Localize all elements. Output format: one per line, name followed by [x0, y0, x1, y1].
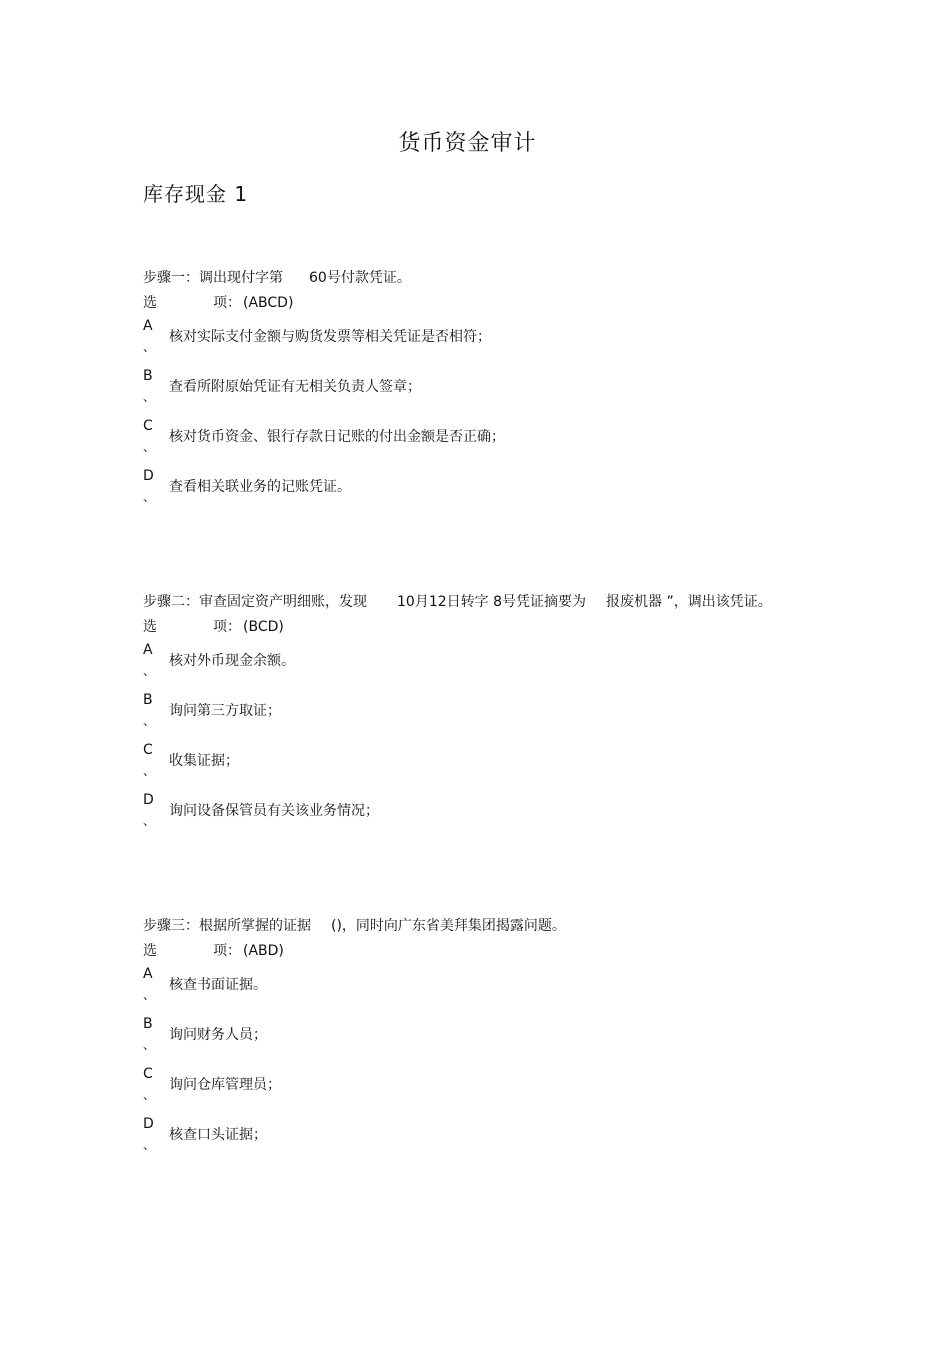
option-letter: C	[143, 1066, 153, 1082]
option-text: 询问设备保管员有关该业务情况；	[169, 803, 379, 819]
option-d	[143, 1112, 833, 1162]
select-label: 选	[143, 943, 157, 959]
option-text: 询问财务人员；	[169, 1027, 267, 1043]
option-a	[143, 314, 833, 364]
option-text: 查看相关联业务的记账凭证。	[169, 479, 351, 495]
select-label: 选	[143, 619, 157, 635]
option-text: 询问仓库管理员；	[169, 1077, 281, 1093]
option-letter: A	[143, 642, 153, 658]
option-text: 核对实际支付金额与购货发票等相关凭证是否相符；	[169, 329, 491, 345]
option-letter: B	[143, 368, 153, 384]
step-1-text	[143, 268, 833, 288]
option-letter: C	[143, 742, 153, 758]
answer-value: (BCD)	[243, 619, 284, 635]
option-b	[143, 688, 843, 738]
step-2	[143, 592, 843, 838]
option-a	[143, 962, 833, 1012]
step-text-part: 60号付款凭证。	[309, 270, 411, 286]
answer-row	[143, 292, 833, 314]
step-text-part: 10月12日转字 8号凭证摘要为	[397, 594, 586, 610]
select-label-2: 项：	[213, 295, 241, 311]
option-text: 核查口头证据；	[169, 1127, 267, 1143]
option-text: 查看所附原始凭证有无相关负责人签章；	[169, 379, 421, 395]
answer-row	[143, 616, 843, 638]
option-mark: 、	[143, 764, 156, 778]
step-text-part: 报废机器 ”，调出该凭证。	[606, 594, 772, 610]
option-mark: 、	[143, 390, 156, 404]
option-letter: A	[143, 318, 153, 334]
option-text: 核对外币现金余额。	[169, 653, 295, 669]
option-mark: 、	[143, 1088, 156, 1102]
option-text: 核对货币资金、银行存款日记账的付出金额是否正确；	[169, 429, 505, 445]
option-mark: 、	[143, 490, 156, 504]
option-d	[143, 464, 833, 514]
option-text: 核查书面证据。	[169, 977, 267, 993]
option-a	[143, 638, 843, 688]
option-d	[143, 788, 843, 838]
answer-value: (ABCD)	[243, 295, 294, 311]
option-letter: D	[143, 468, 154, 484]
option-letter: A	[143, 966, 153, 982]
option-c	[143, 738, 843, 788]
step-text-part: 步骤一：调出现付字第	[143, 270, 283, 286]
option-letter: D	[143, 1116, 154, 1132]
option-text: 收集证据；	[169, 753, 239, 769]
option-c	[143, 414, 833, 464]
section-title: 库存现金 1	[143, 182, 249, 206]
option-mark: 、	[143, 714, 156, 728]
step-text-part: 步骤三：根据所掌握的证据	[143, 918, 311, 934]
step-text-part: ()，同时向广东省美拜集团揭露问题。	[331, 918, 566, 934]
answer-row	[143, 940, 833, 962]
step-text-part: 步骤二：审查固定资产明细账，发现	[143, 594, 367, 610]
step-3-text	[143, 916, 833, 936]
step-3	[143, 916, 833, 1162]
select-label-2: 项：	[213, 619, 241, 635]
option-c	[143, 1062, 833, 1112]
option-mark: 、	[143, 1038, 156, 1052]
option-mark: 、	[143, 340, 156, 354]
option-letter: C	[143, 418, 153, 434]
option-mark: 、	[143, 1138, 156, 1152]
option-letter: D	[143, 792, 154, 808]
select-label-2: 项：	[213, 943, 241, 959]
step-1	[143, 268, 833, 514]
option-mark: 、	[143, 814, 156, 828]
option-letter: B	[143, 1016, 153, 1032]
option-mark: 、	[143, 664, 156, 678]
select-label: 选	[143, 295, 157, 311]
option-mark: 、	[143, 440, 156, 454]
option-letter: B	[143, 692, 153, 708]
option-b	[143, 364, 833, 414]
document-title: 货币资金审计	[398, 131, 537, 156]
option-text: 询问第三方取证；	[169, 703, 281, 719]
step-2-text	[143, 592, 843, 612]
option-mark: 、	[143, 988, 156, 1002]
answer-value: (ABD)	[243, 943, 284, 959]
option-b	[143, 1012, 833, 1062]
